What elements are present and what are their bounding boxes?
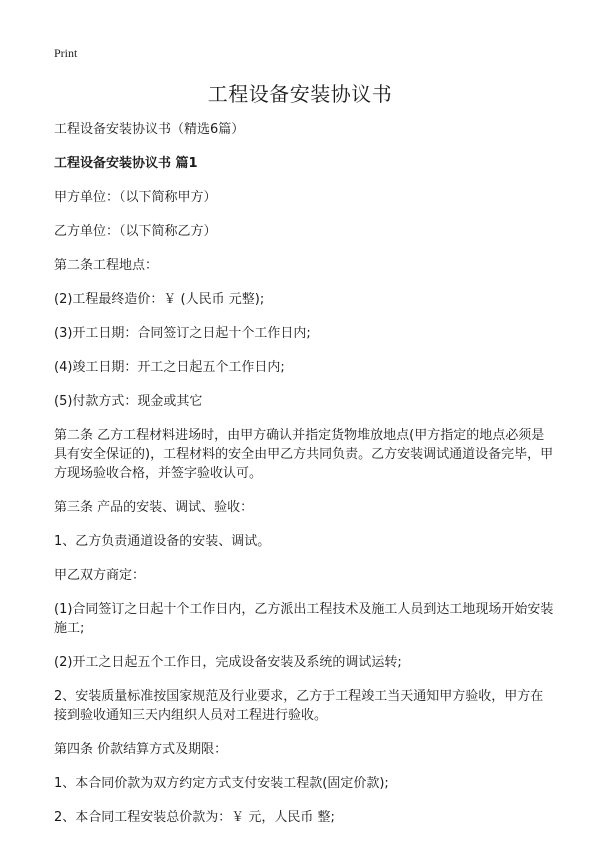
paragraph: 1、乙方负责通道设备的安装、调试。 xyxy=(54,534,271,549)
paragraph: (2)工程最终造价：￥ (人民币 元整); xyxy=(54,292,265,307)
paragraph: 第二条 乙方工程材料进场时，由甲方确认并指定货物堆放地点(甲方指定的地点必须是具有安全保证的)，工程材料的安全由甲乙方共同负责。乙方安装调试通道设备完毕，甲方现场验收合格，并签字验收认可。 xyxy=(54,428,554,481)
paragraph: 工程设备安装协议书（精选6篇） xyxy=(54,122,245,137)
paragraph: 第四条 价款结算方式及期限： xyxy=(54,742,228,757)
paragraph: 2、安装质量标准按国家规范及行业要求，乙方于工程竣工当天通知甲方验收，甲方在接到验收通知三天内组织人员对工程进行验收。 xyxy=(54,689,544,723)
print-link[interactable]: Print xyxy=(54,46,78,60)
paragraph: (5)付款方式：现金或其它 xyxy=(54,394,203,409)
paragraph: 2、本合同工程安装总价款为：￥ 元，人民币 整; xyxy=(54,810,335,825)
paragraph: (4)竣工日期：开工之日起五个工作日内; xyxy=(54,360,285,375)
paragraph: 甲方单位：（以下简称甲方） xyxy=(54,190,217,205)
paragraph: 第三条 产品的安装、调试、验收： xyxy=(54,500,254,515)
paragraph: (2)开工之日起五个工作日，完成设备安装及系统的调试运转; xyxy=(54,655,402,670)
paragraph: 1、本合同价款为双方约定方式支付安装工程款(固定价款); xyxy=(54,776,389,791)
paragraph: (3)开工日期：合同签订之日起十个工作日内; xyxy=(54,326,311,341)
paragraph: 乙方单位：（以下简称乙方） xyxy=(54,224,217,239)
document-body xyxy=(54,120,554,842)
document-title: 工程设备安装协议书 xyxy=(207,82,393,106)
section-heading: 工程设备安装协议书 篇1 xyxy=(54,156,198,171)
paragraph: 甲乙双方商定： xyxy=(54,568,146,583)
paragraph: (1)合同签订之日起十个工作日内，乙方派出工程技术及施工人员到达工地现场开始安装施工; xyxy=(54,602,554,636)
paragraph: 第二条工程地点： xyxy=(54,258,159,273)
